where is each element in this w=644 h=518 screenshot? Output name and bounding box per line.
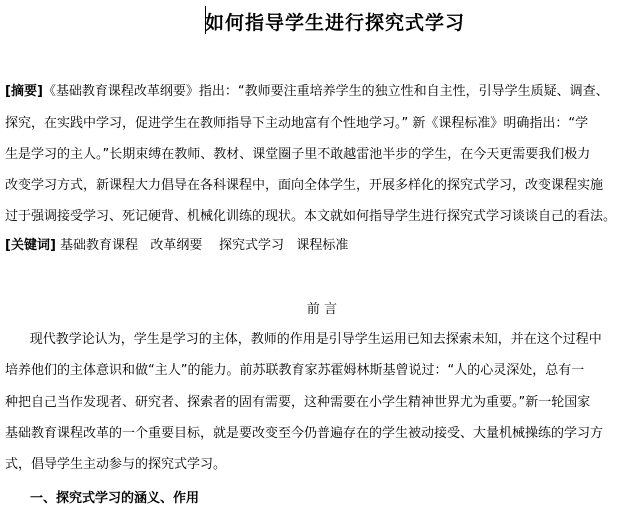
preface-line-5: 式，倡导学生主动参与的探究式学习。 — [5, 457, 227, 472]
abstract-line-4: 改变学习方式，新课程大力倡导在各科课程中，面向全体学生，开展多样化的探究式学习，改变课程实施 — [5, 178, 604, 193]
preface-line-3: 种把自己当作发现者、研究者、探索者的固有需要，这种需要在小学生精神世界尤为重要。”新一轮国家 — [5, 395, 591, 410]
abstract-line-2: 探究，在实践中学习，促进学生在教师指导下主动地富有个性地学习。” 新《课程标准》明确指出：“学 — [5, 116, 589, 131]
preface-line-4: 基础教育课程改革的一个重要目标，就是要改变至今仍普遍存在的学生被动接受、大量机械操练的学习方 — [5, 426, 604, 441]
abstract-label: [摘要] — [5, 84, 43, 99]
preface-line-2: 培养他们的主体意识和做“主人”的能力。前苏联教育家苏霍姆林斯基曾说过：“人的心灵深处，总有一 — [5, 363, 585, 378]
keywords-label: [关键词] — [5, 238, 56, 253]
abstract-line-1 — [5, 84, 609, 100]
abstract-line-3: 生是学习的主人。”长期束缚在教师、教材、课堂圈子里不敢越雷池半步的学生，在今天更需要我们极力 — [5, 147, 591, 162]
abstract-text-1: 《基础教育课程改革纲要》指出：“教师要注重培养学生的独立性和自主性，引导学生质疑、调查、 — [42, 84, 609, 99]
preface-title: 前 言 — [306, 302, 338, 317]
document-title: 如何指导学生进行探究式学习 — [205, 12, 466, 34]
abstract-line-5: 过于强调接受学习、死记硬背、机械化训练的现状。本文就如何指导学生进行探究式学习谈谈自己的看法。 — [5, 209, 617, 224]
keywords-line — [5, 238, 348, 254]
preface-line-1: 现代教学论认为，学生是学习的主体，教师的作用是引导学生运用已知去探索未知，并在这个过程中 — [5, 332, 602, 347]
section-1-heading: 一、探究式学习的涵义、作用 — [30, 491, 200, 506]
keywords-text: 基础教育课程 改革纲要 探究式学习 课程标准 — [60, 238, 349, 253]
